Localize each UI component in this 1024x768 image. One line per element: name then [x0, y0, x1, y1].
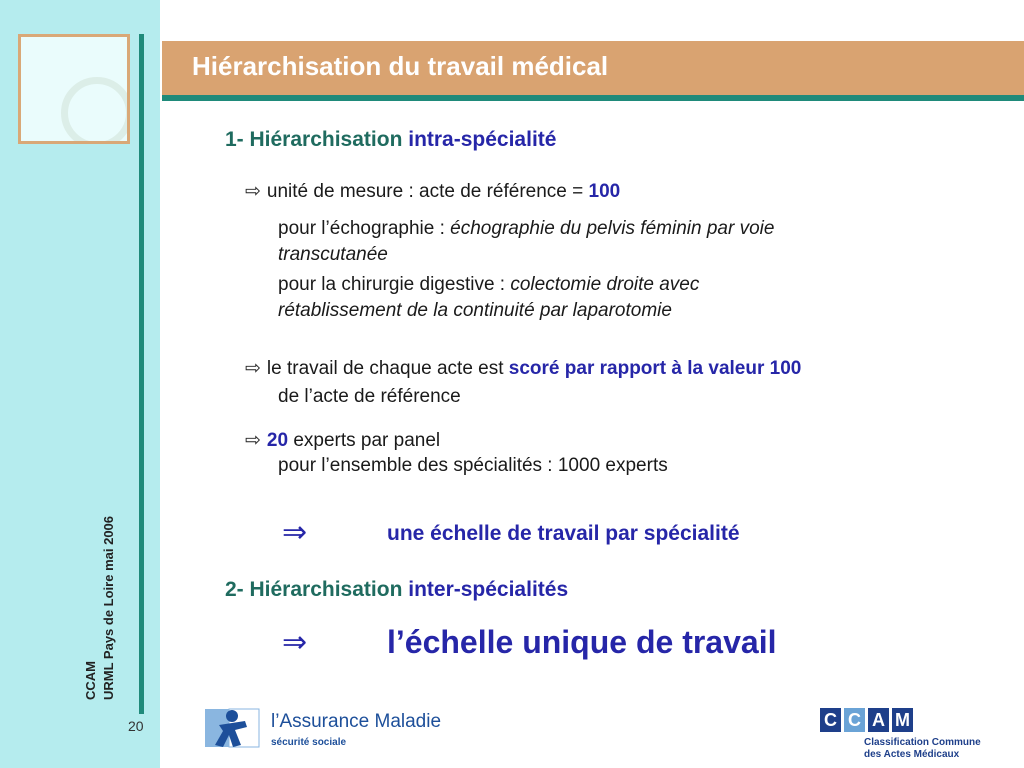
bullet2-continuation: de l’acte de référence: [278, 386, 461, 407]
left-sidebar: [0, 0, 160, 768]
bullet1-line3: [278, 274, 699, 296]
side-caption: [82, 516, 118, 700]
ccam-logo: [820, 708, 990, 764]
vertical-divider: [139, 34, 144, 714]
title-bar: [162, 41, 1024, 95]
result1-text: une échelle de travail par spécialité: [387, 522, 740, 545]
ccam-letter-c1: C: [820, 708, 841, 732]
decorative-circle-icon: [61, 77, 130, 144]
section2-heading: [225, 578, 568, 602]
section1-highlight: intra-spécialité: [408, 128, 557, 151]
bullet2: [245, 357, 801, 380]
section1-heading: [225, 128, 556, 152]
section1-prefix: 1- Hiérarchisation: [225, 128, 409, 151]
assurance-maladie-logo: [203, 703, 442, 755]
bullet2-highlight: scoré par rapport à la valeur 100: [508, 358, 802, 379]
bullet1-line4-italic: rétablissement de la continuité par laparotomie: [278, 300, 672, 321]
bullet1-line4: [278, 300, 672, 322]
side-caption-line2: URML Pays de Loire mai 2006: [101, 515, 116, 700]
page-number: 20: [128, 718, 144, 734]
bullet1-text: unité de mesure : acte de référence =: [266, 181, 589, 202]
bullet1-line3-italic: colectomie droite avec: [510, 274, 700, 295]
assurance-maladie-title: l’Assurance Maladie: [271, 711, 442, 732]
bullet3: [245, 429, 440, 452]
bullet1-line1: [278, 218, 774, 240]
title-underline: [162, 95, 1024, 101]
ccam-letter-m: M: [892, 708, 913, 732]
ccam-caption-line1: Classification Commune: [864, 737, 981, 748]
bullet1-line3-plain: pour la chirurgie digestive :: [278, 274, 511, 295]
bullet1-value: 100: [588, 181, 621, 202]
ccam-letter-a: A: [868, 708, 889, 732]
arrow-right-icon: ⇨: [245, 430, 261, 451]
assurance-maladie-subtitle: sécurité sociale: [271, 737, 347, 748]
ccam-letter-c2: C: [844, 708, 865, 732]
bullet2-text: le travail de chaque acte est: [266, 358, 509, 379]
bullet1-line2-italic: transcutanée: [278, 244, 388, 265]
ccam-letters: [820, 708, 913, 732]
bullet1-line1-plain: pour l’échographie :: [278, 218, 451, 239]
ccam-caption-line2: des Actes Médicaux: [864, 749, 960, 760]
bullet3-value: 20: [266, 430, 289, 451]
arrow-right-icon: ⇨: [245, 358, 261, 379]
bullet1: [245, 180, 620, 203]
section2-prefix: 2- Hiérarchisation: [225, 578, 409, 601]
bullet1-line1-italic: échographie du pelvis féminin par voie: [450, 218, 775, 239]
arrow-right-icon: ⇨: [245, 181, 261, 202]
bullet1-line2: [278, 244, 388, 266]
assurance-maladie-figure-icon: [203, 705, 261, 751]
implies-icon: ⇒: [282, 626, 308, 659]
implies-icon: ⇒: [282, 516, 308, 549]
slide-title: Hiérarchisation du travail médical: [192, 51, 609, 81]
result2-text: l’échelle unique de travail: [387, 624, 777, 660]
bullet3-continuation: pour l’ensemble des spécialités : 1000 experts: [278, 455, 668, 476]
ccam-caption: [864, 737, 981, 761]
side-caption-line1: CCAM: [83, 661, 98, 700]
section2-highlight: inter-spécialités: [408, 578, 569, 601]
bullet3-text: experts par panel: [288, 430, 441, 451]
decorative-logo-box: [18, 34, 130, 144]
